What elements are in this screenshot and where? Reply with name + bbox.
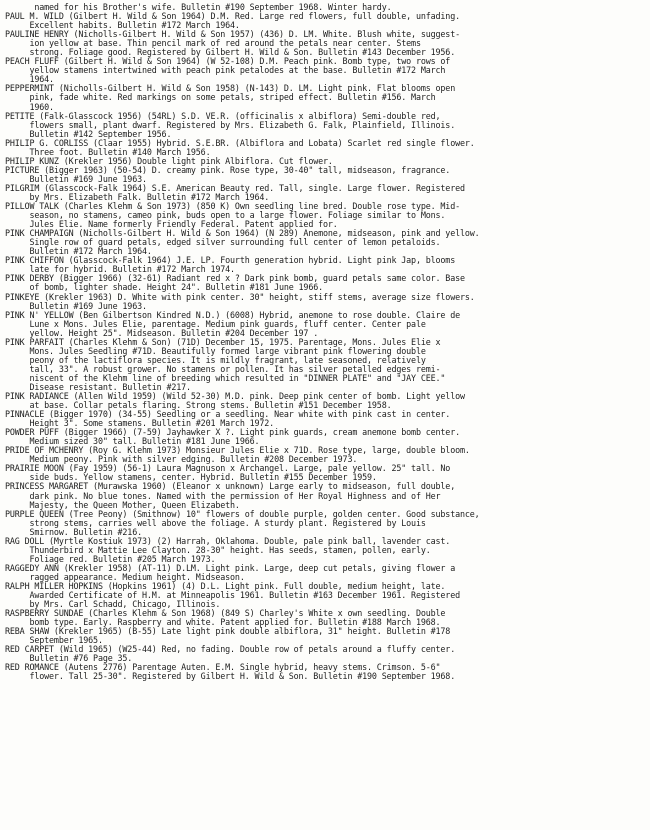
text-line: ion yellow at base. Thin pencil mark of red around the petals near center. Stems xyxy=(5,38,421,49)
text-line: peony of the lactiflora species. It is mildly fragrant, late seasoned, relatively xyxy=(5,354,426,365)
text-line: PINKEYE (Krekler 1963) D. White with pink center. 30" height, stiff stems, average size flowers. xyxy=(5,291,475,302)
text-line: Bulletin #76 Page 35. xyxy=(5,653,133,664)
text-line: PILLOW TALK (Charles Klehm & Son 1973) (850 K) Own seedling line bred. Double rose type. Mid- xyxy=(5,201,460,212)
text-line: named for his Brother's wife. Bulletin #190 September 1968. Winter hardy. xyxy=(5,2,392,12)
text-line: PEPPERMINT (Nicholls-Gilbert H. Wild & Son 1958) (N-143) D. LM. Light pink. Flat blooms open xyxy=(5,83,456,94)
text-line: Smirnow. Bulletin #216. xyxy=(5,526,142,537)
text-line: September 1965. xyxy=(5,635,103,646)
text-line: ragged appearance. Medium height. Midseason. xyxy=(5,571,245,582)
text-line: by Mrs. Carl Schadd, Chicago, Illinois. xyxy=(5,599,221,610)
text-line: PINK N' YELLOW (Ben Gilbertson Kindred N.D.) (6008) Hybrid, anemone to rose double. Claire de xyxy=(5,309,460,320)
text-line: by Mrs. Elizabeth Falk. Bulletin #172 March 1964. xyxy=(5,191,270,202)
text-line: PRIDE OF MCHENRY (Roy G. Klehm 1973) Monsieur Jules Elie x 71D. Rose type, large, double bloom. xyxy=(5,445,470,456)
text-line: PAUL M. WILD (Gilbert H. Wild & Son 1964) D.M. Red. Large red flowers, full double, unfading. xyxy=(5,11,460,22)
text-line: Medium peony. Pink with silver edging. Bulletin #208 December 1973. xyxy=(5,454,358,465)
text-line: Mons. Jules Seedling #71D. Beautifully formed large vibrant pink flowering double xyxy=(5,345,426,356)
text-line: RASPBERRY SUNDAE (Charles Klehm & Son 1968) (849 S) Charley's White x own seedling. Double xyxy=(5,608,446,619)
text-line: Bulletin #142 September 1956. xyxy=(5,128,172,139)
text-line: Lune x Mons. Jules Elie, parentage. Medium pink guards, fluff center. Center pale xyxy=(5,318,426,329)
text-line: Awarded Certificate of H.M. at Minneapolis 1961. Bulletin #163 December 1961. Registered xyxy=(5,590,460,601)
text-line: bomb type. Early. Raspberry and white. Patent applied for. Bulletin #188 March 1968. xyxy=(5,617,441,628)
text-line: strong stems, carries well above the foliage. A sturdy plant. Registered by Louis xyxy=(5,517,426,528)
text-line: 1960. xyxy=(5,101,54,112)
text-line: Three foot. Bulletin #140 March 1956. xyxy=(5,146,211,157)
text-line: PINK RADIANCE (Allen Wild 1959) (Wild 52-30) M.D. pink. Deep pink center of bomb. Light yellow xyxy=(5,391,465,402)
text-line: PRINCESS MARGARET (Murawska 1960) (Eleanor x unknown) Large early to midseason, full double, xyxy=(5,481,456,492)
text-line: season, no stamens, cameo pink, buds open to a large flower. Foliage similar to Mons. xyxy=(5,210,446,221)
text-line: POWDER PUFF (Bigger 1966) (7-59) Jayhawker X ?. Light pink guards, cream anemone bomb center. xyxy=(5,427,460,438)
text-line: Bulletin #169 June 1963. xyxy=(5,300,147,311)
text-line: PINK DERBY (Bigger 1966) (32-61) Radiant red x ? Dark pink bomb, guard petals same color. Base xyxy=(5,273,465,284)
text-line: PHILIP KUNZ (Krekler 1956) Double light pink Albiflora. Cut flower. xyxy=(5,155,333,166)
text-line: flowers small, plant dwarf. Registered by Mrs. Elizabeth G. Falk, Plainfield, Illinois. xyxy=(5,119,456,130)
text-line: PINK CHIFFON (Glasscock-Falk 1964) J.E. LP. Fourth generation hybrid. Light pink Jap, blooms xyxy=(5,255,456,266)
text-line: Disease resistant. Bulletin #217. xyxy=(5,381,191,392)
text-line: Jules Elie. Name formerly Friendly Federal. Patent applied for. xyxy=(5,219,338,230)
text-line: Thunderbird x Mattie Lee Clayton. 28-30" height. Has seeds, stamen, pollen, early. xyxy=(5,544,431,555)
text-line: REBA SHAW (Krekler 1965) (B-55) Late light pink double albiflora, 31" height. Bulletin #178 xyxy=(5,626,451,637)
text-line: at base. Collar petals flaring. Strong stems. Bulletin #151 December 1958. xyxy=(5,400,392,411)
text-line: PEACH FLUFF (Gilbert H. Wild & Son 1964) (W 52-108) D.M. Peach pink. Bomb type, two rows of xyxy=(5,56,451,67)
text-line: Foliage red. Bulletin #205 March 1973. xyxy=(5,553,216,564)
text-line: niscent of the Klehm line of breeding which resulted in "DINNER PLATE" and "JAY CEE." xyxy=(5,372,446,383)
text-line: PINNACLE (Bigger 1970) (34-55) Seedling or a seedling. Near white with pink cast in center. xyxy=(5,409,451,420)
text-line: 1964. xyxy=(5,74,54,85)
text-line: RALPH MILLER HOPKINS (Hopkins 1961) (4) D.L. Light pink. Full double, medium height, late. xyxy=(5,581,446,591)
text-line: PHILIP G. CORLISS (Claar 1955) Hybrid. S.E.BR. (Albiflora and Lobata) Scarlet red single flower. xyxy=(5,137,475,148)
text-line: PURPLE QUEEN (Tree Peony) (Smithnow) 10" flowers of double purple, golden center. Good substance, xyxy=(5,508,480,519)
text-line: PINK CHAMPAIGN (Nicholls-Gilbert H. Wild & Son 1964) (N 289) Anemone, midseason, pink and yellow. xyxy=(5,228,480,239)
text-line: Bulletin #169 June 1963. xyxy=(5,173,147,184)
text-line: RAG DOLL (Myrtle Kostiuk 1973) (2) Harrah, Oklahoma. Double, pale pink ball, lavender cast. xyxy=(5,535,451,546)
text-line: RAGGEDY ANN (Krekler 1958) (AT-11) D.LM. Light pink. Large, deep cut petals, giving flower a xyxy=(5,562,456,573)
text-line: PICTURE (Bigger 1963) (50-54) D. creamy pink. Rose type, 30-40" tall, midseason, fragrance. xyxy=(5,164,451,175)
text-line: PILGRIM (Glasscock-Falk 1964) S.E. American Beauty red. Tall, single. Large flower. Registered xyxy=(5,182,465,193)
text-line: PAULINE HENRY (Nicholls-Gilbert H. Wild & Son 1957) (436) D. LM. White. Blush white, suggest- xyxy=(5,29,460,40)
text-line: strong. Foliage good. Registered by Gilbert H. Wild & Son. Bulletin #143 December 1956. xyxy=(5,47,456,58)
text-line: PINK PARFAIT (Charles Klehm & Son) (71D) December 15, 1975. Parentage, Mons. Jules Elie x xyxy=(5,336,441,347)
text-line: flower. Tall 25-30". Registered by Gilbert H. Wild & Son. Bulletin #190 September 1968. xyxy=(5,671,456,682)
text-line: PETITE (Falk-Glasscock 1956) (54RL) S.D. VE.R. (officinalis x albiflora) Semi-double red, xyxy=(5,110,441,121)
text-line: tall, 33". A robust grower. No stamens or pollen. It has silver petalled edges remi- xyxy=(5,363,441,374)
text-line: yellow. Height 25". Midseason. Bulletin #204 December 197 . xyxy=(5,327,319,338)
text-line: Height 3". Some stamens. Bulletin #201 March 1972. xyxy=(5,418,275,429)
text-line: RED ROMANCE (Autens 2776) Parentage Auten. E.M. Single hybrid, heavy stems. Crimson. 5-6" xyxy=(5,662,441,673)
text-line: RED CARPET (Wild 1965) (W25-44) Red, no fading. Double row of petals around a fluffy center. xyxy=(5,644,456,655)
text-line: pink, fade white. Red markings on some petals, striped effect. Bulletin #156. March xyxy=(5,92,436,103)
text-line: Bulletin #172 March 1964. xyxy=(5,246,152,257)
text-line: dark pink. No blue tones. Named with the permission of Her Royal Highness and of Her xyxy=(5,490,441,501)
text-line: Majesty, the Queen Mother, Queen Elizabeth. xyxy=(5,499,240,510)
text-line: Excellent habits. Bulletin #172 March 1964. xyxy=(5,20,240,31)
text-line: yellow stamens intertwined with peach pink petalodes at the base. Bulletin #172 March xyxy=(5,65,446,76)
text-line: side buds. Yellow stamens, center. Hybrid. Bulletin #155 December 1959. xyxy=(5,472,377,483)
text-line: Medium sized 30" tall. Bulletin #181 June 1966. xyxy=(5,436,260,447)
text-line: Single row of guard petals, edged silver surrounding full center of lemon petaloids. xyxy=(5,237,441,248)
text-line: PRAIRIE MOON (Fay 1959) (56-1) Laura Magnuson x Archangel. Large, pale yellow. 25" tall. No xyxy=(5,463,451,474)
text-line: late for hybrid. Bulletin #172 March 1974. xyxy=(5,264,235,275)
text-line: of bomb, lighter shade. Height 24". Bulletin #181 June 1966. xyxy=(5,282,323,293)
